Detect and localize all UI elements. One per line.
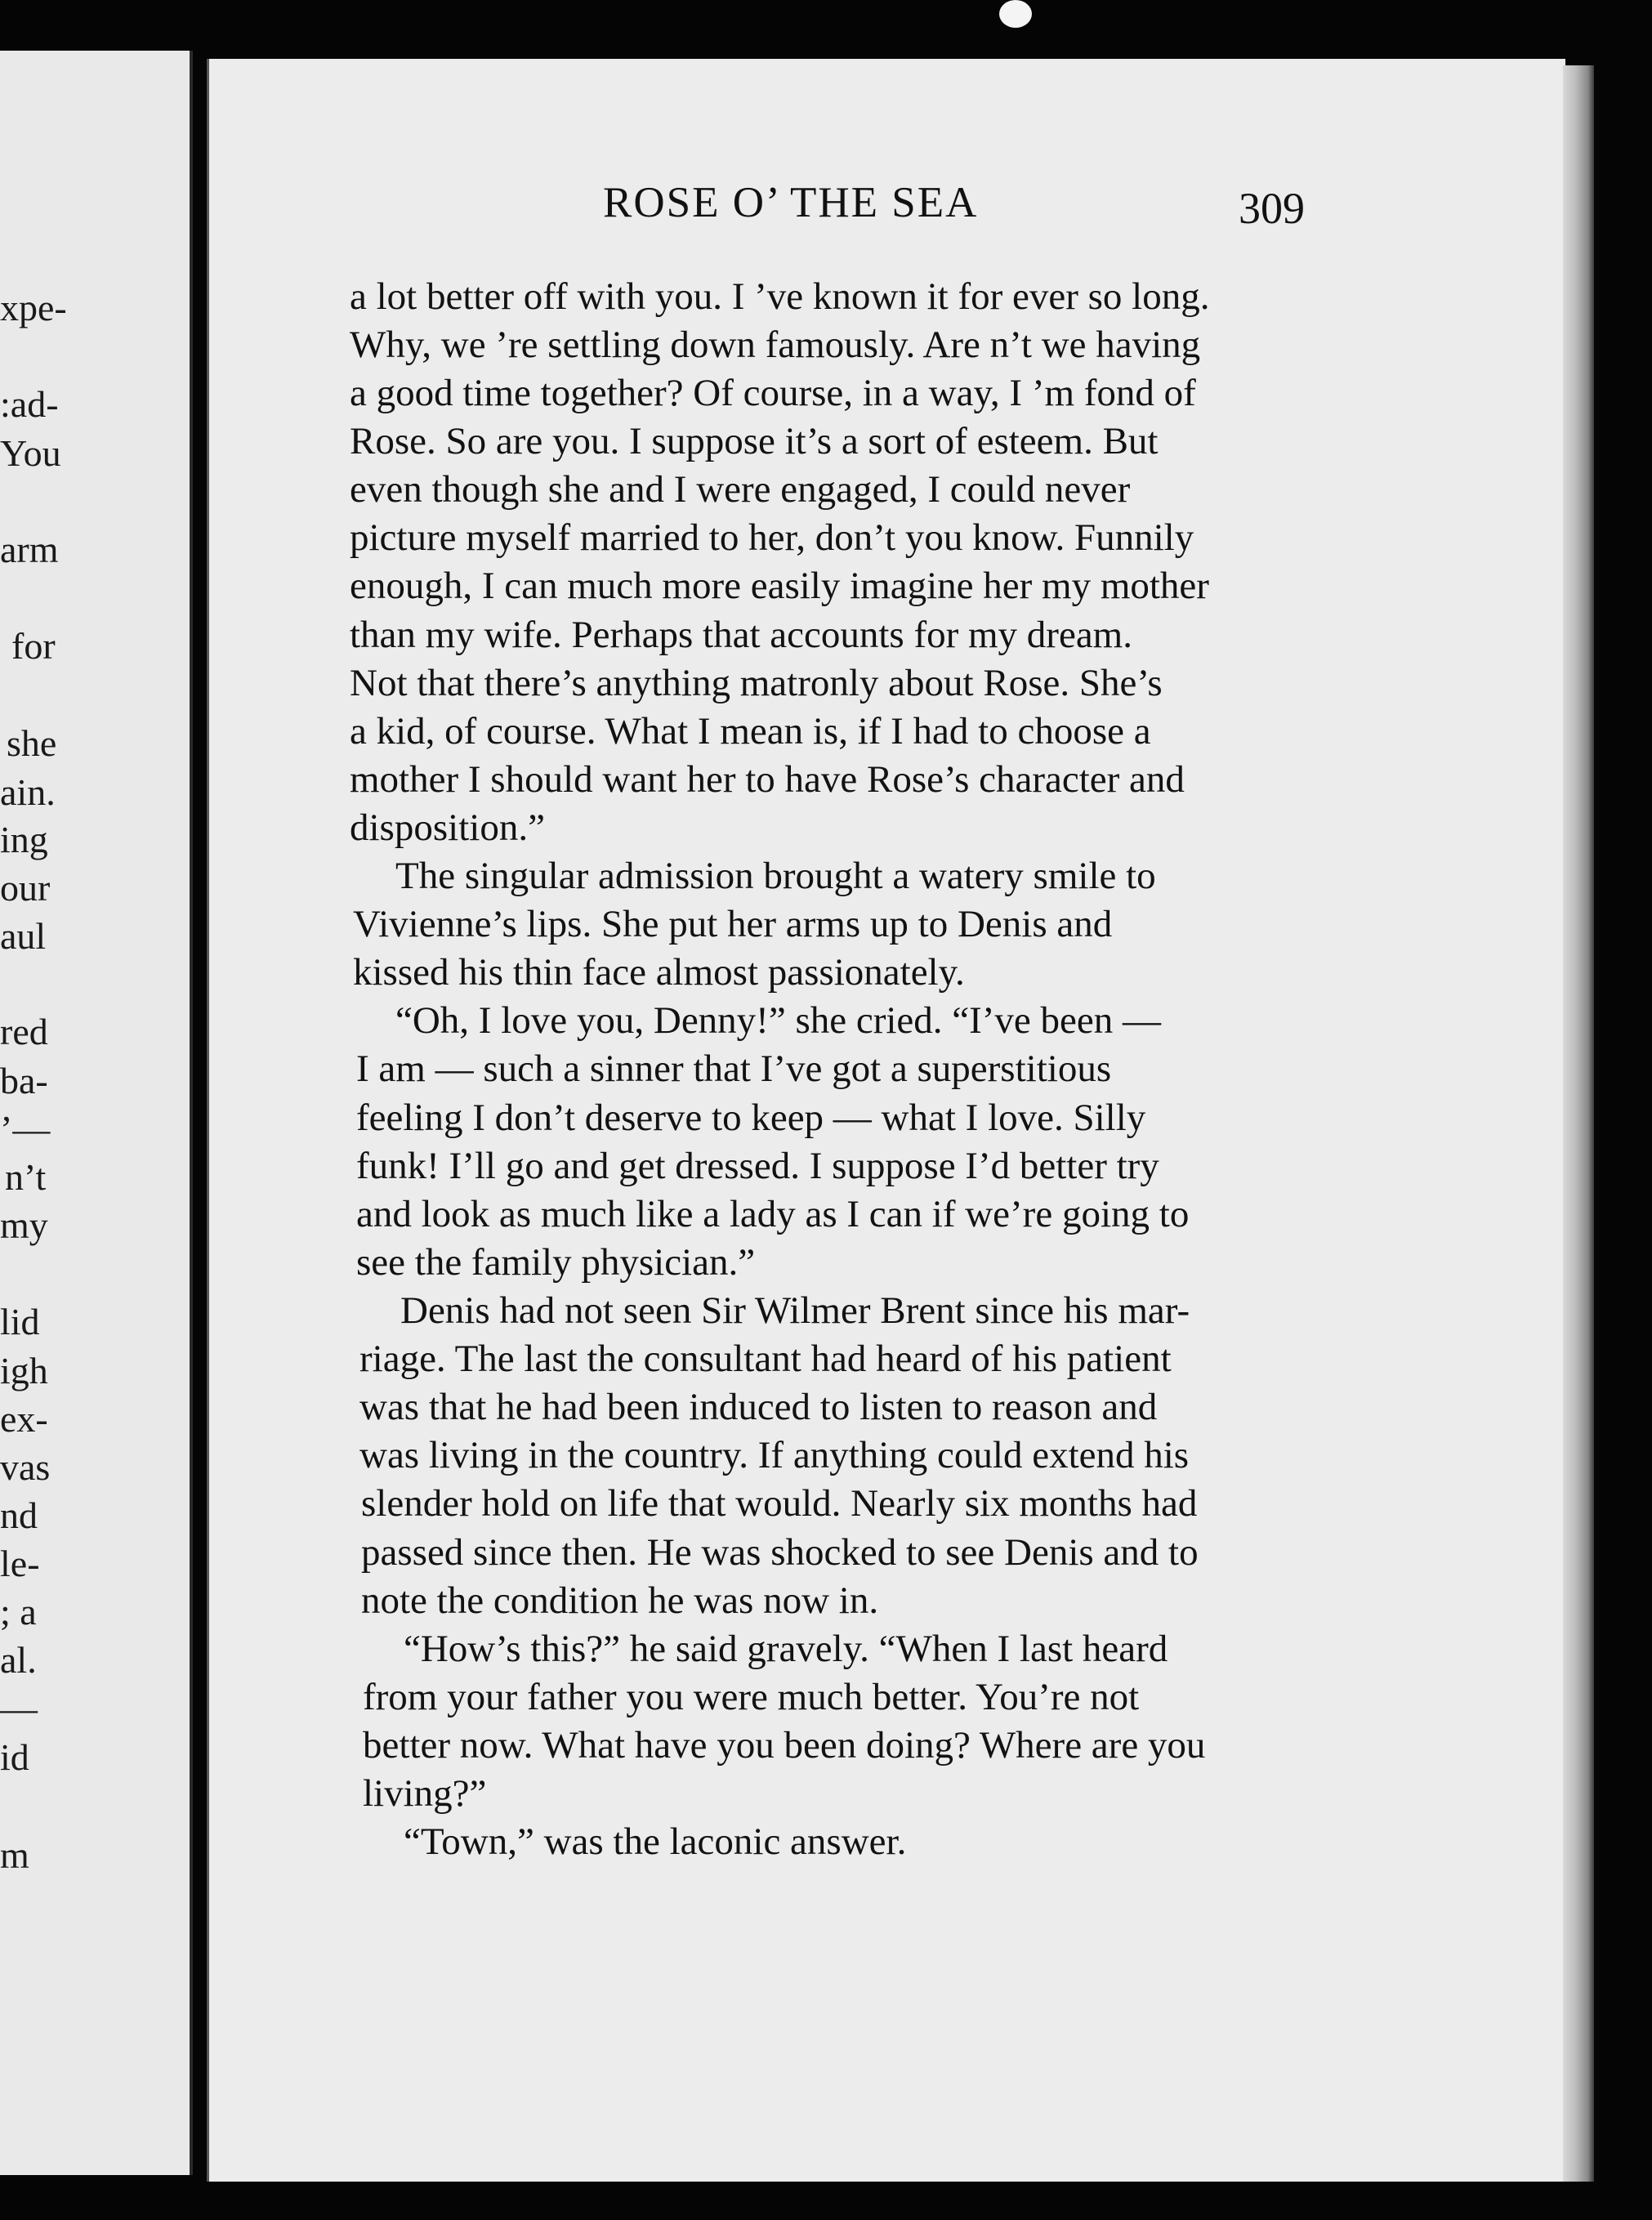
left-page-fragment: le- — [0, 1543, 40, 1584]
page-edge — [1563, 65, 1594, 2182]
left-page-fragment: ’— — [0, 1108, 51, 1150]
text-line: note the condition he was now in. — [361, 1579, 879, 1622]
text-line: Rose. So are you. I suppose it’s a sort of esteem. But — [350, 420, 1159, 462]
text-line: funk! I’ll go and get dressed. I suppose I’d better try — [356, 1145, 1159, 1187]
left-page-fragment: nd — [0, 1494, 38, 1536]
text-line: Denis had not seen Sir Wilmer Brent since his mar- — [400, 1289, 1190, 1332]
left-page-fragment: she — [7, 722, 57, 764]
left-page-fragment: :ad- — [0, 383, 59, 425]
text-line: was living in the country. If anything could extend his — [359, 1434, 1190, 1476]
left-page-fragment: our — [0, 867, 51, 909]
left-page-fragment: — — [0, 1687, 38, 1729]
left-page-fragment: ex- — [0, 1398, 48, 1440]
text-line: enough, I can much more easily imagine her my mother — [350, 565, 1209, 607]
left-page-fragment: red — [0, 1011, 48, 1052]
running-header: ROSE O’ THE SEA — [603, 179, 979, 226]
text-line: disposition.” — [350, 806, 545, 849]
left-page-fragment: lid — [0, 1301, 40, 1342]
left-page-fragment: my — [0, 1204, 48, 1246]
text-line: slender hold on life that would. Nearly six months had — [361, 1482, 1198, 1525]
left-page-fragment: You — [0, 432, 61, 474]
text-line: a kid, of course. What I mean is, if I had to choose a — [350, 710, 1151, 753]
left-page-fragment: arm — [0, 529, 59, 570]
left-page-fragment: ain. — [0, 771, 56, 813]
text-line: feeling I don’t deserve to keep — what I love. Silly — [356, 1097, 1146, 1139]
text-line: even though she and I were engaged, I could never — [350, 468, 1131, 511]
page-number: 309 — [1239, 184, 1305, 233]
left-page-fragment: al. — [0, 1639, 37, 1681]
text-line: and look as much like a lady as I can if we’re going to — [356, 1193, 1190, 1235]
punch-hole-mark — [999, 0, 1032, 28]
text-line: “Oh, I love you, Denny!” she cried. “I’ve been — — [395, 999, 1162, 1042]
text-line: riage. The last the consultant had heard of his patient — [359, 1338, 1172, 1380]
text-line: I am — such a sinner that I’ve got a superstitious — [356, 1047, 1112, 1090]
text-line: passed since then. He was shocked to see Denis and to — [361, 1531, 1199, 1574]
text-line: kissed his thin face almost passionately. — [353, 951, 965, 994]
text-line: Why, we ’re settling down famously. Are n’t we having — [350, 324, 1201, 366]
text-line: picture myself married to her, don’t you know. Funnily — [350, 516, 1194, 559]
text-line: from your father you were much better. You’re not — [363, 1676, 1140, 1718]
left-page-fragment: igh — [0, 1350, 48, 1391]
left-page-fragment: for — [11, 625, 56, 667]
text-line: was that he had been induced to listen to reason and — [359, 1386, 1158, 1428]
left-page-fragment: ba- — [0, 1060, 48, 1101]
text-line: than my wife. Perhaps that accounts for my dream. — [350, 614, 1132, 656]
left-page-fragment: ing — [0, 819, 48, 860]
left-page-fragment: ; a — [0, 1591, 37, 1633]
text-line: a good time together? Of course, in a way, I ’m fond of — [350, 372, 1196, 414]
text-line: mother I should want her to have Rose’s character and — [350, 758, 1185, 801]
text-line: The singular admission brought a watery smile to — [395, 855, 1156, 897]
left-page-fragment: n’t — [5, 1156, 47, 1198]
text-line: Vivienne’s lips. She put her arms up to Denis and — [353, 903, 1113, 945]
left-page-fragment: id — [0, 1736, 29, 1778]
text-line: better now. What have you been doing? Where are you — [363, 1724, 1206, 1767]
text-line: Not that there’s anything matronly about Rose. She’s — [350, 662, 1163, 704]
text-line: “How’s this?” he said gravely. “When I last heard — [404, 1628, 1168, 1670]
text-line: a lot better off with you. I ’ve known it for ever so long. — [350, 275, 1210, 318]
left-page-fragment: xpe- — [0, 287, 67, 328]
text-line: living?” — [363, 1772, 487, 1815]
left-page-fragment: m — [0, 1834, 29, 1876]
text-line: see the family physician.” — [356, 1241, 756, 1284]
text-line: “Town,” was the laconic answer. — [404, 1820, 907, 1863]
left-facing-page — [0, 51, 193, 2175]
left-page-fragment: aul — [0, 915, 47, 957]
left-page-fragment: vas — [0, 1446, 51, 1488]
